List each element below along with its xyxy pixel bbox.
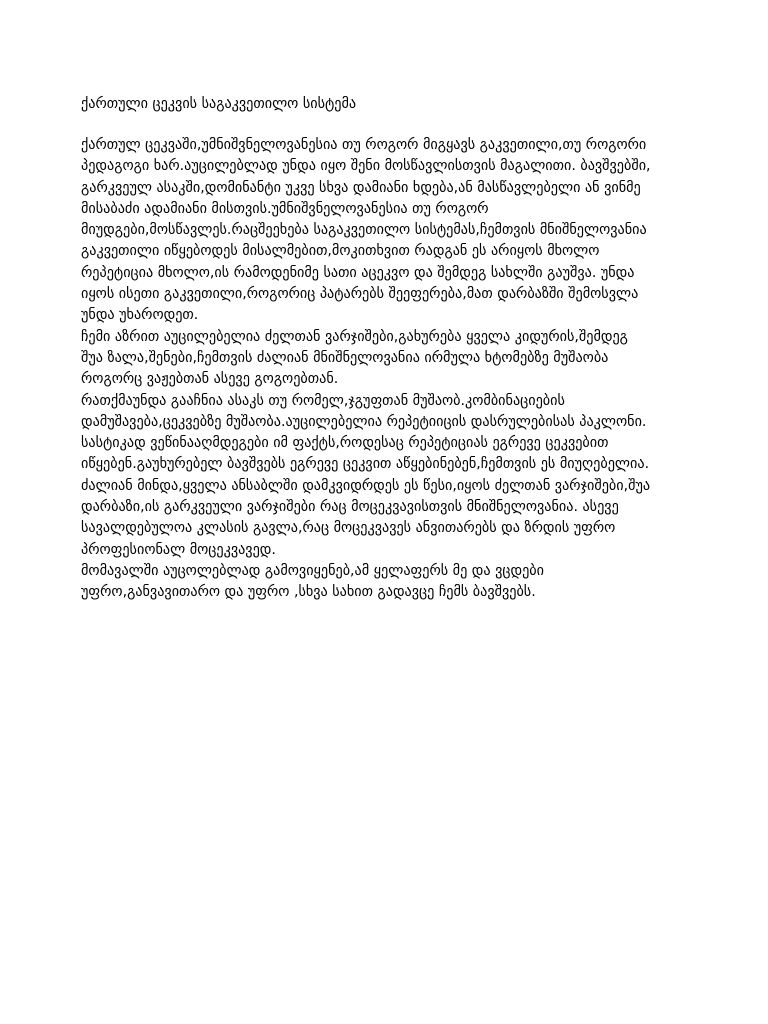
body-line: მომავალში აუცოლებლად გამოვიყენებ,ამ ყელაფერს მე და ვცდები (81, 562, 544, 579)
body-line: დამუშავება,ცეკვებზე მუშაობა.აუცილებელია რეპეტიიცის დასრულებისას პაკლონი. (81, 413, 647, 430)
body-line: მისაბაძი ადამიანი მისთვის.უმნიშვნელოვანესია თუ როგორ (81, 200, 489, 217)
body-line: ჩემი აზრით აუცილებელია ძელთან ვარჯიშები,გახურება ყველა კიდურის,შემდეგ (81, 328, 628, 345)
body-line: ქართულ ცეკვაში,უმნიშვნელოვანესია თუ როგორ მიგყავს გაკვეთილი,თუ როგორი (81, 137, 647, 153)
body-line: პედაგოგი ხარ.აუცილებლად უნდა იყო შენი მოსწავლისთვის მაგალითი. ბავშვებში, (81, 158, 651, 175)
body-line: პროფესიონალ მოცეკვავედ. (81, 541, 276, 558)
body-line: სასტიკად ვეწინააღმდეგები იმ ფაქტს,როდესაც რეპეტიციას ეგრევე ცეკვებით (81, 435, 609, 452)
body-line: სავალდებულოა კლასის გავლა,რაც მოცეკვავეს ანვითარებს და ზრდის უფრო (81, 520, 616, 537)
body-line: გაკვეთილი იწყებოდეს მისალმებით,მოკითხვით რადგან ეს არიყოს მხოლო (81, 243, 600, 260)
body-line: შუა ზალა,შენები,ჩემთვის ძალიან მნიშნელოვანია ირმულა ხტომებზე მუშაობა (81, 349, 609, 366)
body-line: გარკვეულ ასაკში,დომინანტი უკვე სხვა დამიანი ხდება,ან მასწავლებელი ან ვინმე (81, 179, 641, 196)
body-line: დარბაზი,ის გარკვეული ვარჯიშები რაც მოცეკვავისთვის მნიშნელოვანია. ასევე (81, 499, 619, 516)
body-line: იყოს ისეთი გაკვეთილი,როგორიც პატარებს შეეფერება,მათ დარბაზში შემოსვლა (81, 286, 639, 303)
body-line: უნდა უხაროდეთ. (81, 307, 199, 324)
document-title: ქართული ცეკვის საგაკვეთილო სისტემა (81, 96, 357, 112)
body-line: რათქმაუნდა გააჩნია ასაკს თუ რომელ,ჯგუფთან მუშაობ.კომბინაციების (81, 392, 565, 409)
body-line: რეპეტიცია მხოლო,ის რამოდენიმე სათი აცეკვო და შემდეგ სახლში გაუშვა. უნდა (81, 264, 635, 281)
document-body (81, 135, 701, 604)
document-page (81, 94, 701, 604)
body-line: მიუდგები,მოსწავლეს.რაცშეეხება საგაკვეთილო სისტემას,ჩემთვის მნიშნელოვანია (81, 222, 647, 239)
body-line: როგორც ვაჟებთან ასევე გოგოებთან. (81, 371, 339, 388)
body-line: უფრო,განვავითარო და უფრო ,სხვა სახით გადავცე ჩემს ბავშვებს. (81, 584, 536, 601)
body-line: იწყებენ.გაუხურებელ ბავშვებს ეგრევე ცეკვით აწყებინებენ,ჩემთვის ეს მიუღებელია. (81, 456, 650, 473)
body-line: ძალიან მინდა,ყველა ანსაბლში დამკვიდრდეს ეს წესი,იყოს ძელთან ვარჯიშები,შუა (81, 477, 651, 494)
